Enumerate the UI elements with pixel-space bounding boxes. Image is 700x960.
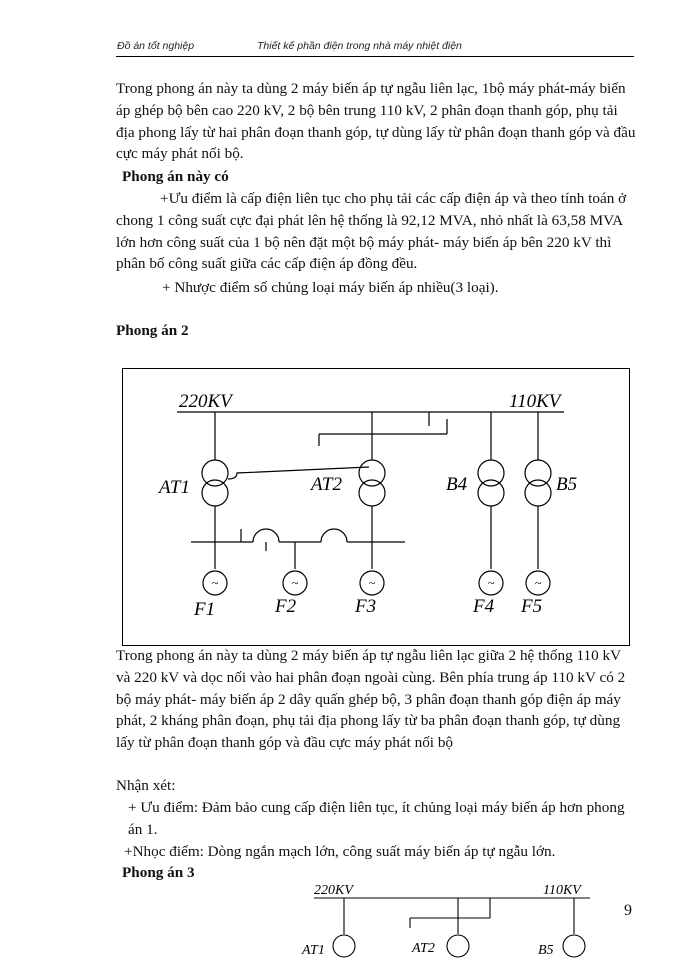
svg-text:~: ~ xyxy=(534,576,542,590)
paragraph-1: Trong phong án này ta dùng 2 máy biến áp tự ngẫu liên lạc, 1bộ máy phát-máy biến áp ghép bộ bên cao 220 kV, 2 bộ bên trung 110 kV, 2 phân đoạn thanh góp, phụ tải địa phong lấy từ hai phân đoạn thanh góp, tự dùng lấy từ phân đoạn thanh góp và đầu cực máy phát nối bộ. xyxy=(116,80,636,163)
label-220kv: 220KV xyxy=(179,391,232,412)
reactor-1 xyxy=(253,529,279,542)
diagram-option-2 xyxy=(122,368,630,646)
single-line-diagram-3 xyxy=(290,876,620,960)
svg-text:~: ~ xyxy=(291,576,299,590)
label-at1-3: AT1 xyxy=(302,943,325,958)
header-right: Thiết kế phần điện trong nhà máy nhiệt điện xyxy=(257,40,462,52)
header-rule xyxy=(116,56,634,57)
heading-option-3: Phong án 3 xyxy=(122,864,195,881)
transformer-b4-coil-hv xyxy=(478,460,504,486)
transformer-b5-coil-lv xyxy=(525,480,551,506)
transformer-b4-coil-lv xyxy=(478,480,504,506)
remarks-disadvantages: +Nhọc điểm: Dòng ngắn mạch lớn, công suất máy biến áp tự ngẫu lớn. xyxy=(124,843,556,860)
svg-text:~: ~ xyxy=(211,576,219,590)
remarks-advantages: + Ưu điểm: Đảm bảo cung cấp điện liên tục, ít chủng loại máy biến áp hơn phong án 1. xyxy=(128,799,625,838)
transformer-b5-coil-hv xyxy=(525,460,551,486)
transformer-at1-coil-lv xyxy=(202,480,228,506)
label-110kv: 110KV xyxy=(509,391,561,412)
label-f5: F5 xyxy=(521,596,543,617)
transformer-at2-coil-lv xyxy=(359,480,385,506)
remarks-title: Nhận xét: xyxy=(116,777,176,794)
paragraph-disadvantages: + Nhược điểm số chủng loại máy biến áp nhiều(3 loại). xyxy=(162,279,499,296)
paragraph-advantages: +Ưu điểm là cấp điện liên tục cho phụ tải các cấp điện áp và theo tính toán ở chong 1 công suất cực đại phát lên hệ thống là 92,12 MVA, nhỏ nhất là 63,58 MVA lớn hơn công suất của 1 bộ nên đặt một bộ máy phát- máy biến áp bên 220 kV thì phân bố công suất giữa các cấp điện áp đồng đều. xyxy=(116,190,627,273)
label-f2: F2 xyxy=(275,596,297,617)
label-at2-3: AT2 xyxy=(412,941,435,956)
section-title: Phong án này có xyxy=(122,168,229,185)
label-f3: F3 xyxy=(355,596,377,617)
page-number: 9 xyxy=(624,902,632,919)
svg-text:~: ~ xyxy=(368,576,376,590)
label-f1: F1 xyxy=(194,599,216,620)
heading-option-2: Phong án 2 xyxy=(116,322,189,339)
label-b5-3: B5 xyxy=(538,943,554,958)
svg-text:~: ~ xyxy=(487,576,495,590)
label-at1: AT1 xyxy=(159,477,190,498)
label-110kv-3: 110KV xyxy=(543,883,581,898)
label-b5: B5 xyxy=(556,474,578,495)
label-220kv-3: 220KV xyxy=(314,883,353,898)
paragraph-option-2: Trong phong án này ta dùng 2 máy biến áp tự ngẫu liên lạc giữa 2 hệ thống 110 kV và 220 kV và dọc nối vào hai phân đoạn ngoài cùng. Bên phía trung áp 110 kV có 2 bộ máy phát- máy biến áp 2 dây quấn ghép bộ, 3 phân đoạn thanh góp điện áp máy phát, 2 kháng phân đoạn, phụ tải địa phong lấy từ ba phân đoạn thanh góp, tự dùng lấy từ phân đoạn thanh góp và đầu cực máy phát nối bộ xyxy=(116,647,626,752)
header-left: Đồ án tốt nghiệp xyxy=(117,40,195,52)
single-line-diagram-2 xyxy=(123,369,629,645)
reactor-2 xyxy=(321,529,347,542)
page-header xyxy=(117,40,462,52)
transformer-at1-coil-hv xyxy=(202,460,228,486)
label-f4: F4 xyxy=(473,596,495,617)
transformer-at2-coil-hv xyxy=(359,460,385,486)
label-b4: B4 xyxy=(446,474,468,495)
label-at2: AT2 xyxy=(311,474,342,495)
